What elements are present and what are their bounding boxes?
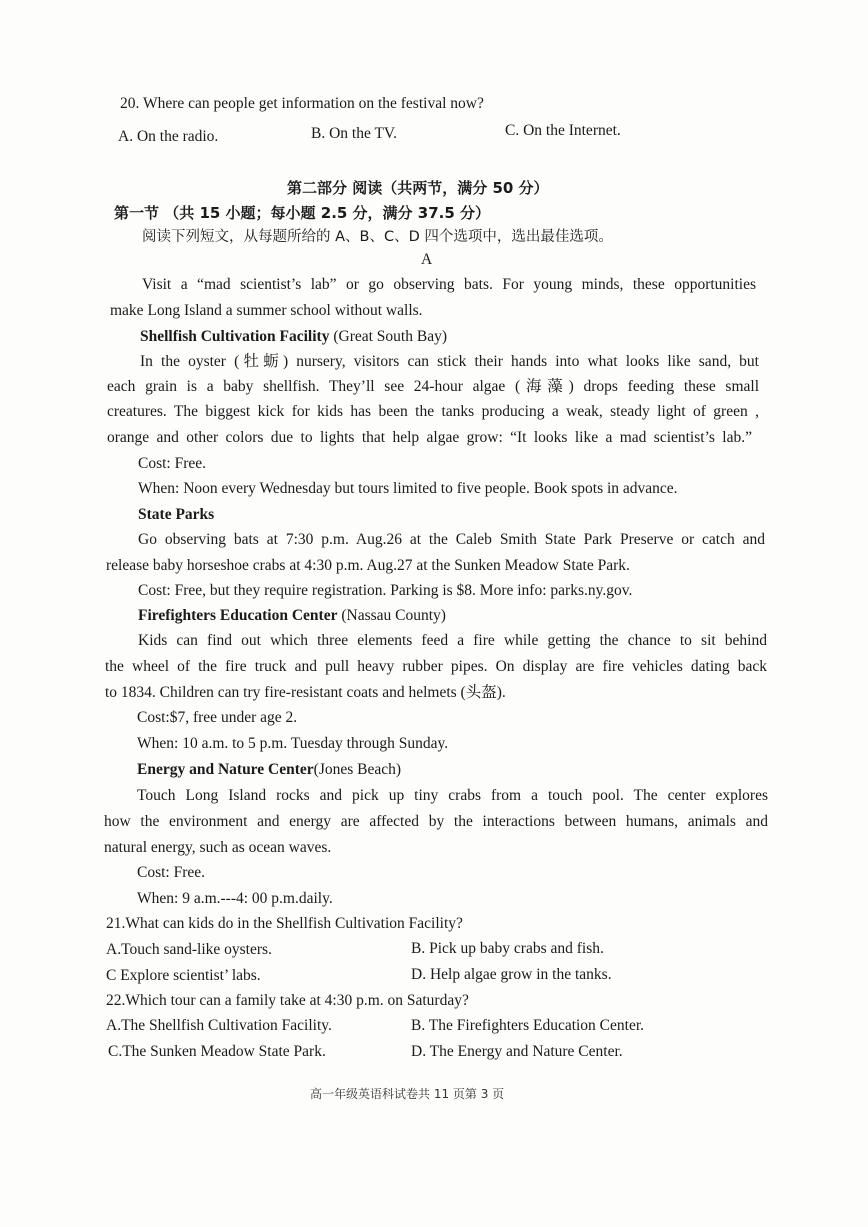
q21-option-a: A.Touch sand-like oysters. (106, 941, 272, 958)
energy-heading (137, 760, 401, 780)
part2-heading: 第二部分 阅读（共两节，满分 50 分） (287, 179, 549, 197)
fire-line-1: Kids can find out which three elements feed a fire while getting the chance to sit behind (138, 632, 767, 649)
shellfish-heading (140, 327, 447, 347)
shellfish-line-4: orange and other colors due to lights that help algae grow: “It looks like a mad scientist’s lab.” (107, 429, 752, 446)
q22-option-c: C.The Sunken Meadow State Park. (108, 1043, 326, 1060)
energy-cost: Cost: Free. (137, 864, 206, 881)
q20-option-b: B. On the TV. (311, 125, 397, 142)
page-footer: 高一年级英语科试卷共 11 页第 3 页 (310, 1087, 505, 1101)
passage-label: A (421, 251, 433, 268)
parks-cost: Cost: Free, but they require registration. Parking is $8. More info: parks.ny.gov. (138, 582, 633, 599)
fire-cost: Cost:$7, free under age 2. (137, 709, 298, 726)
energy-line-1: Touch Long Island rocks and pick up tiny crabs from a touch pool. The center explores (137, 787, 768, 804)
q22-option-a: A.The Shellfish Cultivation Facility. (106, 1017, 332, 1034)
q20-option-c: C. On the Internet. (505, 122, 621, 139)
parks-line-2: release baby horseshoe crabs at 4:30 p.m. Aug.27 at the Sunken Meadow State Park. (106, 557, 630, 574)
instructions: 阅读下列短文，从每题所给的 A、B、C、D 四个选项中，选出最佳选项。 (142, 229, 613, 245)
fire-location: (Nassau County) (337, 607, 446, 624)
fire-when: When: 10 a.m. to 5 p.m. Tuesday through Sunday. (137, 735, 449, 752)
q21-option-c: C Explore scientist’ labs. (106, 967, 261, 984)
q21-option-d: D. Help algae grow in the tanks. (411, 966, 612, 983)
fire-line-2: the wheel of the fire truck and pull heavy rubber pipes. On display are fire vehicles dating back (105, 658, 767, 675)
shellfish-cost: Cost: Free. (138, 455, 207, 472)
section1-heading: 第一节 （共 15 小题；每小题 2.5 分，满分 37.5 分） (114, 204, 491, 222)
energy-line-2: how the environment and energy are affected by the interactions between humans, animals and (104, 813, 768, 830)
parks-line-1: Go observing bats at 7:30 p.m. Aug.26 at the Caleb Smith State Park Preserve or catch and (138, 531, 765, 548)
shellfish-title: Shellfish Cultivation Facility (140, 328, 330, 345)
fire-line-3: to 1834. Children can try fire-resistant coats and helmets (头盔). (105, 684, 506, 701)
parks-title: State Parks (138, 506, 215, 523)
shellfish-line-1: In the oyster (牡蛎) nursery, visitors can stick their hands into what looks like sand, but (140, 353, 759, 370)
q22-stem: 22.Which tour can a family take at 4:30 p.m. on Saturday? (106, 992, 469, 1009)
fire-title: Firefighters Education Center (138, 607, 338, 624)
energy-line-3: natural energy, such as ocean waves. (104, 839, 332, 856)
q21-stem: 21.What can kids do in the Shellfish Cultivation Facility? (106, 915, 463, 932)
energy-title: Energy and Nature Center (137, 761, 314, 778)
shellfish-location: (Great South Bay) (329, 328, 447, 345)
q20-option-a: A. On the radio. (118, 128, 219, 145)
q20-stem: 20. Where can people get information on the festival now? (120, 95, 484, 112)
shellfish-line-3: creatures. The biggest kick for kids has been the tanks producing a weak, steady light of green , (107, 403, 759, 420)
energy-when: When: 9 a.m.---4: 00 p.m.daily. (137, 890, 333, 907)
shellfish-when: When: Noon every Wednesday but tours limited to five people. Book spots in advance. (138, 480, 678, 497)
shellfish-line-2: each grain is a baby shellfish. They’ll see 24-hour algae (海藻) drops feeding these small (107, 378, 759, 395)
intro-line-2: make Long Island a summer school without walls. (110, 302, 423, 319)
q22-option-b: B. The Firefighters Education Center. (411, 1017, 645, 1034)
fire-heading (138, 606, 446, 626)
energy-location: (Jones Beach) (313, 761, 402, 778)
q21-option-b: B. Pick up baby crabs and fish. (411, 940, 604, 957)
intro-line-1: Visit a “mad scientist’s lab” or go observing bats. For young minds, these opportunities (142, 276, 756, 293)
q22-option-d: D. The Energy and Nature Center. (411, 1043, 623, 1060)
